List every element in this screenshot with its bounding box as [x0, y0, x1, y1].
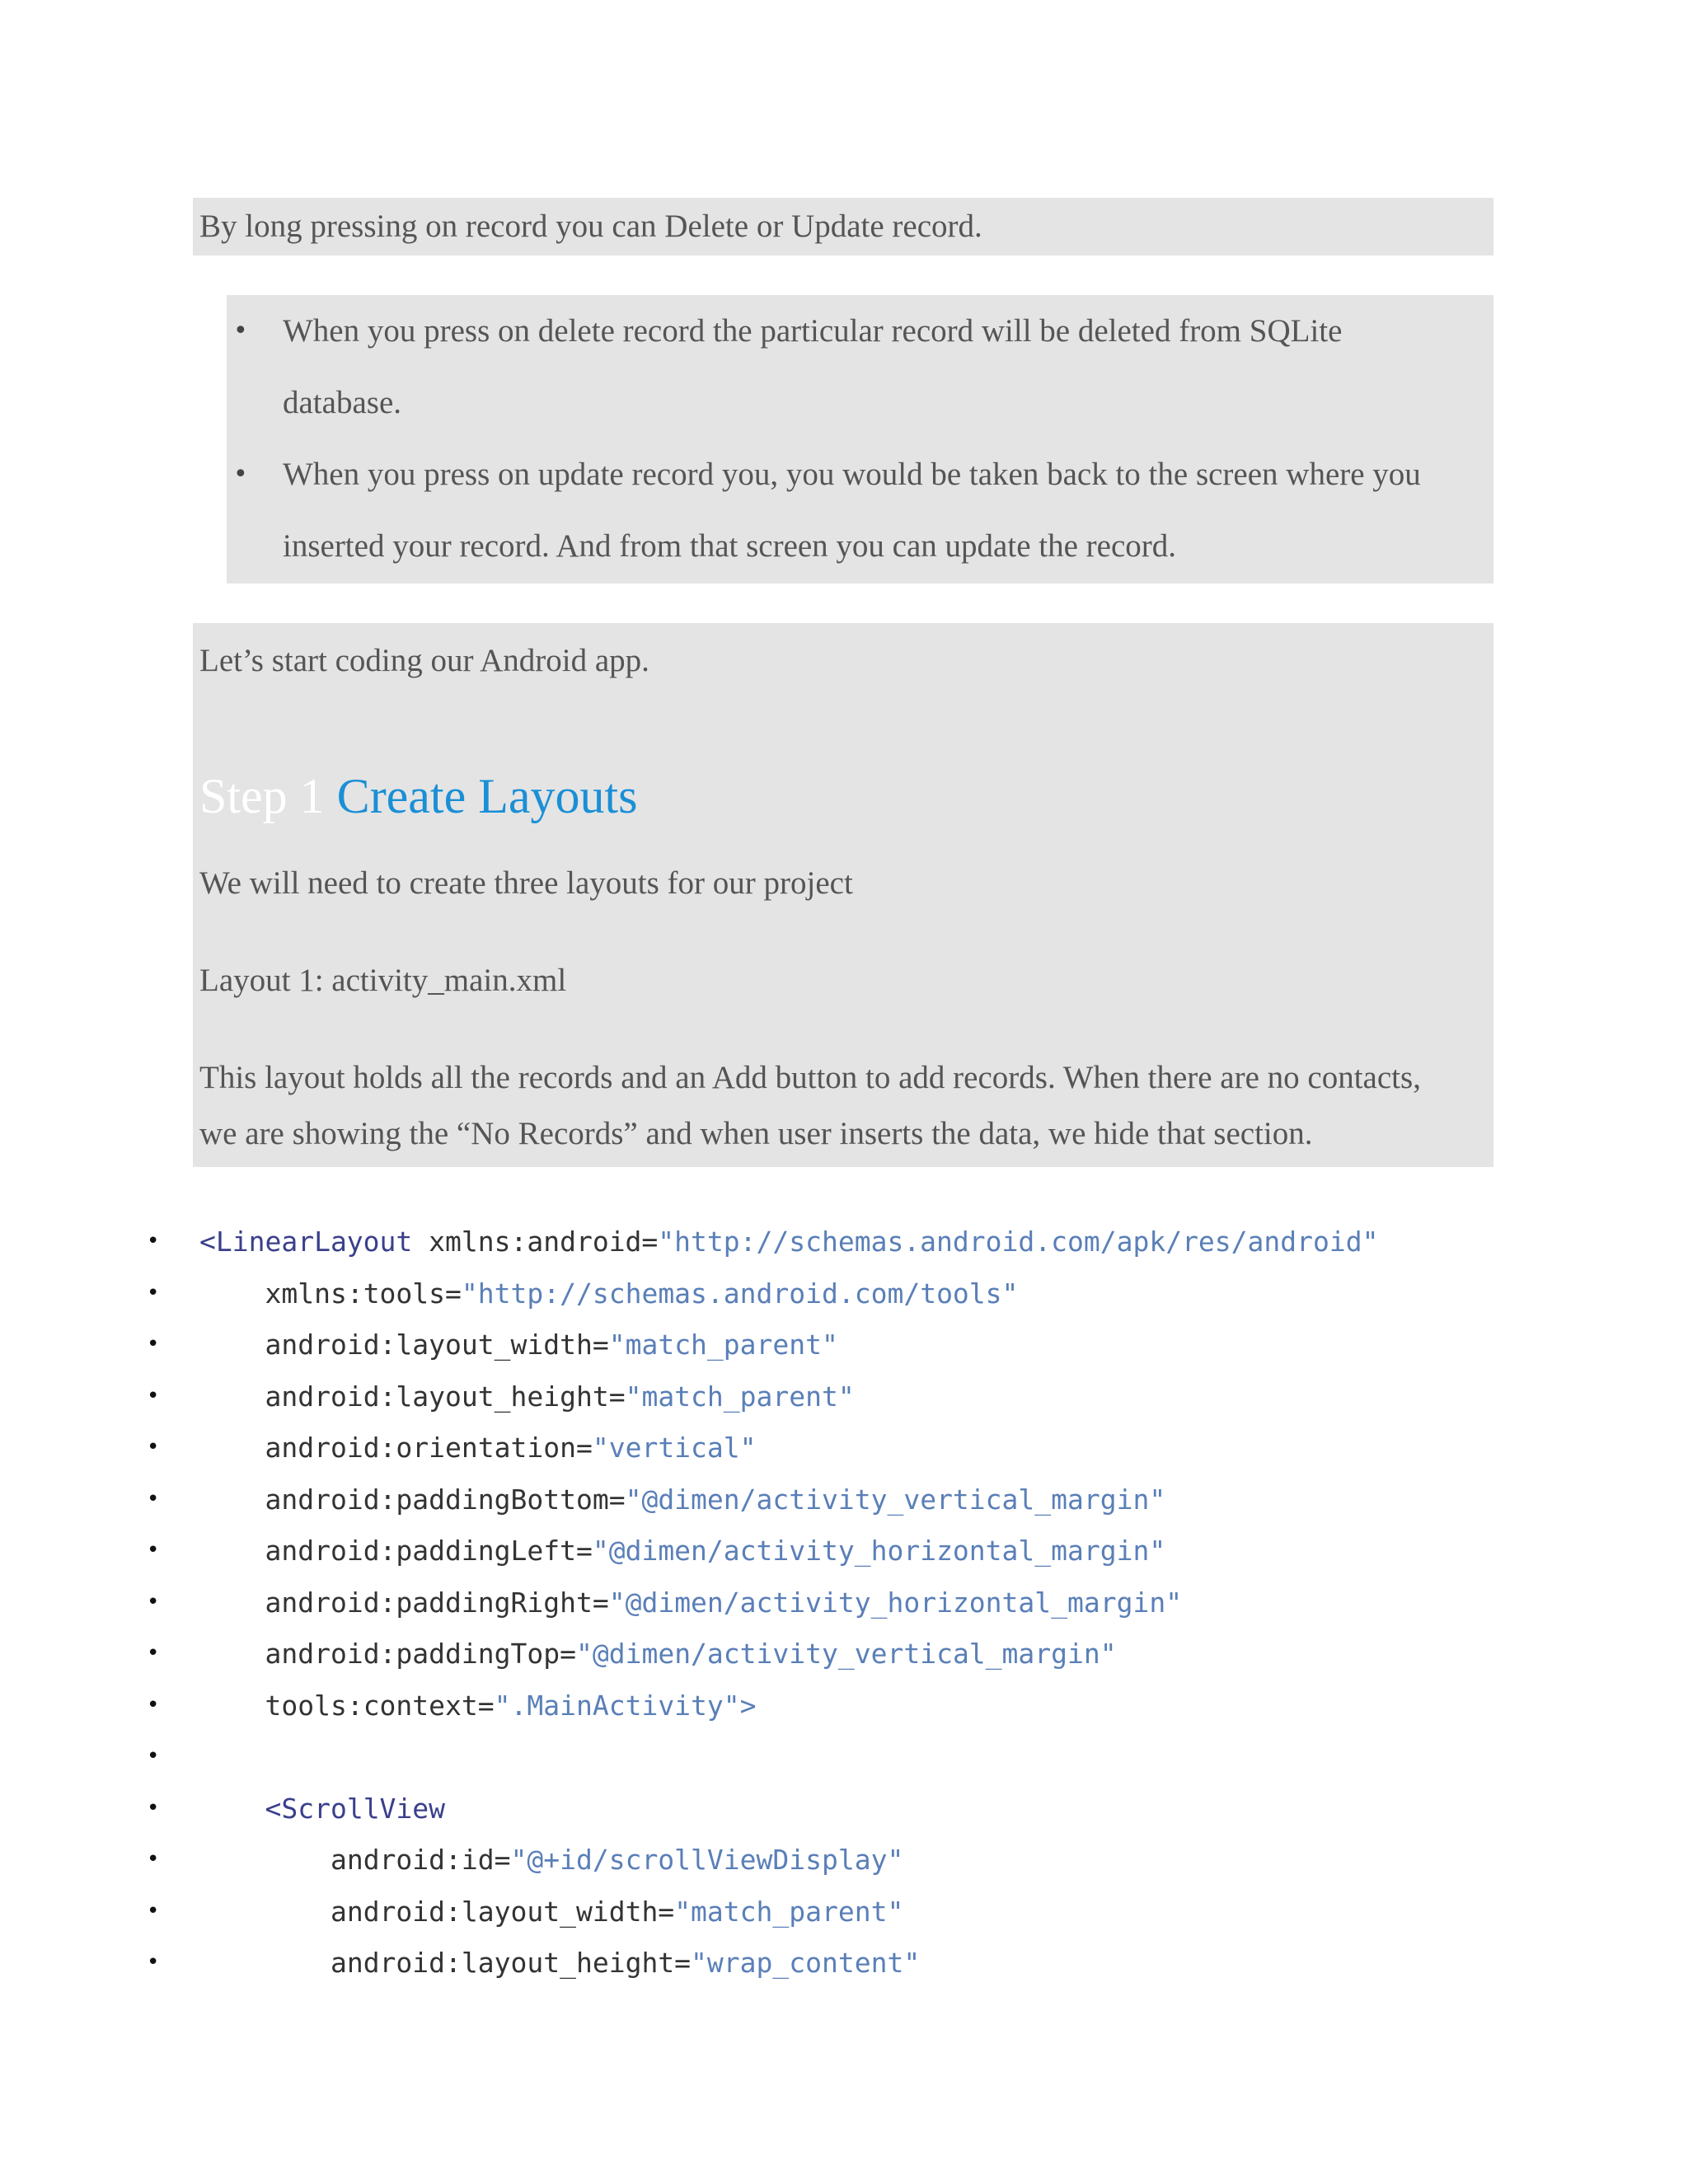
bullet-list — [227, 295, 1493, 582]
need-paragraph: We will need to create three layouts for our project — [199, 865, 853, 901]
bullet-icon: • — [147, 1795, 160, 1821]
code-attribute: android:layout_height= — [265, 1380, 626, 1413]
bullet-icon: • — [147, 1538, 160, 1563]
bullet-icon: • — [147, 1280, 160, 1305]
code-indent — [199, 1535, 265, 1567]
list-item-text: When you press on delete record the particular record will be deleted from SQLite — [283, 313, 1343, 349]
list-item — [227, 438, 1493, 510]
code-indent — [199, 1690, 265, 1722]
bullet-icon: • — [147, 1229, 160, 1254]
code-indent — [199, 1896, 331, 1928]
code-line — [0, 1371, 1688, 1422]
code-indent — [199, 1380, 265, 1413]
code-value: "match_parent" — [674, 1895, 904, 1928]
code-attribute: android:layout_height= — [330, 1947, 692, 1979]
bullet-icon: • — [147, 1898, 160, 1924]
code-indent — [199, 1586, 265, 1619]
code-value: "@dimen/activity_vertical_margin" — [575, 1638, 1117, 1670]
description-line-1: This layout holds all the records and an Add button to add records. When there are no contacts, — [199, 1060, 1421, 1095]
code-line — [0, 1319, 1688, 1371]
code-indent — [199, 1277, 265, 1310]
code-line — [0, 1422, 1688, 1474]
code-attribute: android:paddingBottom= — [265, 1483, 626, 1516]
code-indent — [199, 1432, 265, 1464]
code-text — [199, 1422, 757, 1474]
bullet-icon: • — [147, 1383, 160, 1408]
code-value: "@dimen/activity_horizontal_margin" — [592, 1535, 1166, 1567]
code-indent — [199, 1483, 265, 1516]
list-item — [227, 295, 1493, 367]
code-attribute: tools:context= — [265, 1689, 495, 1722]
code-text — [199, 1937, 920, 1989]
code-attribute: android:layout_width= — [265, 1329, 609, 1361]
code-text — [199, 1371, 855, 1422]
code-attribute: xmlns:android= — [412, 1226, 659, 1258]
code-indent — [199, 1793, 265, 1825]
code-line — [0, 1216, 1688, 1268]
code-line — [0, 1731, 1688, 1783]
code-indent — [199, 1844, 331, 1876]
section-heading — [199, 755, 638, 837]
code-indent — [199, 1947, 331, 1979]
list-item-continuation — [227, 367, 1493, 438]
code-tag: <LinearLayout — [199, 1226, 413, 1258]
code-line — [0, 1680, 1688, 1732]
start-paragraph: Let’s start coding our Android app. — [199, 643, 649, 678]
intro-paragraph: By long pressing on record you can Delete or Update record. — [193, 198, 1493, 255]
layout-label: Layout 1: activity_main.xml — [199, 963, 567, 998]
main-section — [193, 623, 1493, 1167]
code-line — [0, 1525, 1688, 1577]
code-attribute: android:paddingTop= — [265, 1638, 576, 1670]
bullet-icon: • — [147, 1847, 160, 1872]
code-value: "http://schemas.android.com/apk/res/android" — [658, 1226, 1379, 1258]
code-value: "@+id/scrollViewDisplay" — [510, 1844, 904, 1876]
list-item-text: When you press on update record you, you would be taken back to the screen where you — [283, 457, 1421, 492]
code-value: "vertical" — [592, 1432, 757, 1464]
code-text — [199, 1474, 1165, 1526]
bullet-icon: • — [147, 1744, 160, 1769]
code-attribute: android:paddingLeft= — [265, 1535, 593, 1567]
code-text — [199, 1525, 1165, 1577]
code-text — [199, 1628, 1117, 1680]
bullet-list-box — [227, 295, 1493, 583]
bullet-icon: • — [233, 460, 248, 489]
code-attribute: android:orientation= — [265, 1432, 593, 1464]
bullet-icon: • — [147, 1641, 160, 1666]
code-line — [0, 1886, 1688, 1938]
code-line — [0, 1577, 1688, 1629]
code-text — [199, 1216, 1378, 1268]
code-line — [0, 1783, 1688, 1835]
code-line — [0, 1268, 1688, 1319]
list-item-continuation — [227, 510, 1493, 582]
bullet-icon: • — [147, 1435, 160, 1460]
code-text — [199, 1886, 903, 1938]
code-line — [0, 1937, 1688, 1989]
bullet-icon: • — [147, 1589, 160, 1615]
bullet-icon: • — [147, 1332, 160, 1357]
code-attribute: xmlns:tools= — [265, 1277, 462, 1310]
description-line-2: we are showing the “No Records” and when user inserts the data, we hide that section. — [199, 1116, 1313, 1151]
code-value: ".MainActivity"> — [494, 1689, 757, 1722]
code-text — [199, 1319, 838, 1371]
list-item-text: inserted your record. And from that screen you can update the record. — [283, 528, 1177, 564]
code-text — [199, 1834, 903, 1886]
code-indent — [199, 1329, 265, 1361]
bullet-icon: • — [147, 1486, 160, 1511]
bullet-icon: • — [147, 1950, 160, 1975]
code-tag: <ScrollView — [265, 1792, 446, 1825]
code-line — [0, 1834, 1688, 1886]
code-value: "match_parent" — [608, 1329, 838, 1361]
code-text — [199, 1783, 445, 1835]
code-value: "wrap_content" — [691, 1947, 921, 1979]
code-attribute: android:paddingRight= — [265, 1586, 609, 1619]
code-attribute: android:layout_width= — [330, 1895, 675, 1928]
list-item-text: database. — [283, 385, 402, 420]
bullet-icon: • — [233, 316, 248, 345]
code-attribute: android:id= — [330, 1844, 511, 1876]
heading-step: Step 1 — [199, 769, 337, 823]
code-text — [199, 1268, 1018, 1319]
code-line — [0, 1474, 1688, 1526]
bullet-icon: • — [147, 1692, 160, 1718]
heading-title: Create Layouts — [336, 769, 638, 823]
code-line — [0, 1628, 1688, 1680]
code-indent — [199, 1638, 265, 1670]
code-value: "@dimen/activity_vertical_margin" — [625, 1483, 1166, 1516]
code-value: "@dimen/activity_horizontal_margin" — [608, 1586, 1183, 1619]
code-value: "http://schemas.android.com/tools" — [461, 1277, 1019, 1310]
code-text — [199, 1577, 1182, 1629]
code-value: "match_parent" — [625, 1380, 855, 1413]
code-text — [199, 1680, 757, 1732]
